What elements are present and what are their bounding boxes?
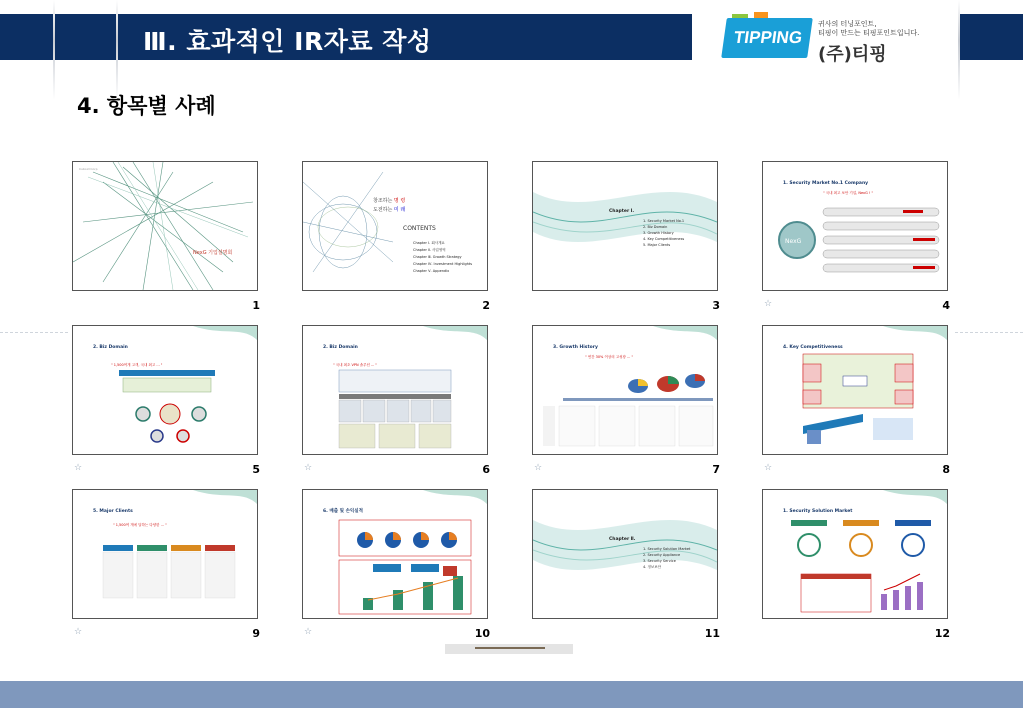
section-title: Ⅲ. 효과적인 IR자료 작성 bbox=[143, 27, 432, 56]
logo-company-name: (주)티핑 bbox=[818, 44, 887, 65]
svg-text:1. Security Solution Market: 1. Security Solution Market bbox=[643, 547, 691, 551]
slide-thumbnail-10[interactable] bbox=[302, 489, 488, 619]
slide-4-caption: 1. Security Market No.1 Company bbox=[783, 181, 869, 186]
slide-art-chapter bbox=[533, 162, 717, 290]
svg-text:NexG: NexG bbox=[785, 238, 802, 245]
slide-thumbnail-12[interactable] bbox=[762, 489, 948, 619]
slide-number: 5 bbox=[252, 463, 260, 476]
star-icon: ☆ bbox=[304, 463, 313, 473]
slide-11-caption: Chapter Ⅱ. bbox=[609, 537, 636, 542]
slide-number: 4 bbox=[942, 299, 950, 312]
slide-1-caption: NexG 기업설명회 bbox=[193, 250, 233, 256]
star-icon: ☆ bbox=[74, 463, 83, 473]
slide-12-caption: 1. Security Solution Market bbox=[783, 509, 853, 514]
slide-8-caption: 4. Key Competitiveness bbox=[783, 345, 843, 350]
slide-art-no1 bbox=[763, 162, 947, 290]
horizontal-scrollbar[interactable] bbox=[445, 644, 573, 654]
slide-2-caption: CONTENTS bbox=[403, 225, 436, 232]
slide-number: 2 bbox=[482, 299, 490, 312]
slide-art-biz-domain-vpn bbox=[303, 326, 487, 454]
svg-text:Chapter Ⅲ. Growth Strategy: Chapter Ⅲ. Growth Strategy bbox=[413, 255, 462, 259]
slide-art-market bbox=[763, 490, 947, 618]
slide-art-clients bbox=[73, 490, 257, 618]
slide-art-contents bbox=[303, 162, 487, 290]
svg-text:2. Biz Domain: 2. Biz Domain bbox=[643, 225, 668, 229]
svg-text:1. Security Market No.1: 1. Security Market No.1 bbox=[643, 219, 685, 223]
svg-text:" 연간 30% 이상의 고성장 ... ": " 연간 30% 이상의 고성장 ... " bbox=[585, 355, 634, 359]
svg-text:" 1,500여 개에 달하는 다양한 ... ": " 1,500여 개에 달하는 다양한 ... " bbox=[113, 523, 167, 527]
svg-text:" 국내 최초 VPN 솔루션 ... ": " 국내 최초 VPN 솔루션 ... " bbox=[333, 363, 378, 367]
slide-7-caption: 3. Growth History bbox=[553, 345, 598, 350]
slide-thumbnail-7[interactable] bbox=[532, 325, 718, 455]
svg-text:5. Major Clients: 5. Major Clients bbox=[643, 243, 671, 247]
dashed-divider bbox=[0, 332, 68, 333]
scrollbar-thumb[interactable] bbox=[475, 647, 545, 649]
dashed-divider bbox=[955, 332, 1023, 333]
title-separator bbox=[958, 0, 960, 100]
logo-tagline bbox=[818, 20, 919, 38]
svg-text:Chapter Ⅴ. Appendix: Chapter Ⅴ. Appendix bbox=[413, 269, 450, 273]
slide-10-caption: 6. 매출 및 손익실적 bbox=[323, 509, 363, 514]
slide-thumbnail-8[interactable] bbox=[762, 325, 948, 455]
slide-art-competitiveness bbox=[763, 326, 947, 454]
slide-art-network bbox=[73, 162, 257, 290]
slide-thumbnail-11[interactable] bbox=[532, 489, 718, 619]
slide-art-growth bbox=[533, 326, 717, 454]
slide-number: 1 bbox=[252, 299, 260, 312]
svg-text:" 국내 최고 보안 기업, NexG ! ": " 국내 최고 보안 기업, NexG ! " bbox=[823, 191, 874, 195]
slide-thumbnail-9[interactable] bbox=[72, 489, 258, 619]
star-icon: ☆ bbox=[764, 299, 773, 309]
star-icon: ☆ bbox=[304, 627, 313, 637]
slide-art-chapter-2 bbox=[533, 490, 717, 618]
slide-number: 6 bbox=[482, 463, 490, 476]
slide-9-caption: 5. Major Clients bbox=[93, 509, 133, 514]
slide-thumbnail-4[interactable] bbox=[762, 161, 948, 291]
svg-text:Chapter Ⅰ. 회사개요: Chapter Ⅰ. 회사개요 bbox=[413, 241, 445, 245]
svg-text:4. Key Competitiveness: 4. Key Competitiveness bbox=[643, 237, 685, 241]
slide-thumbnail-6[interactable] bbox=[302, 325, 488, 455]
slide-number: 9 bbox=[252, 627, 260, 640]
svg-text:4. 정보보안: 4. 정보보안 bbox=[643, 565, 661, 569]
slide-art-biz-domain bbox=[73, 326, 257, 454]
slide-number: 12 bbox=[934, 627, 950, 640]
svg-text:2. Security Appliance: 2. Security Appliance bbox=[643, 553, 681, 557]
slide-number: 11 bbox=[704, 627, 720, 640]
slide-number: 3 bbox=[712, 299, 720, 312]
svg-text:도전하는 미 래: 도전하는 미 래 bbox=[373, 207, 406, 213]
svg-text:" 1,500여개 고객, 국내 최고 ... ": " 1,500여개 고객, 국내 최고 ... " bbox=[111, 363, 163, 367]
slide-thumbnail-2[interactable] bbox=[302, 161, 488, 291]
logo-badge-text: TIPPING bbox=[732, 28, 804, 47]
slide-thumbnail-5[interactable] bbox=[72, 325, 258, 455]
logo-badge bbox=[721, 18, 813, 58]
title-separator bbox=[53, 0, 55, 100]
svg-text:3. Security Service: 3. Security Service bbox=[643, 559, 676, 563]
svg-text:Chapter Ⅱ. 사업영역: Chapter Ⅱ. 사업영역 bbox=[413, 248, 446, 252]
star-icon: ☆ bbox=[74, 627, 83, 637]
footer-bar bbox=[0, 681, 1023, 708]
logo-tagline-line2: 티핑이 만드는 티핑포인트입니다. bbox=[818, 29, 920, 37]
header-bar-right bbox=[960, 14, 1023, 60]
logo-tagline-line1: 귀사의 터닝포인트, bbox=[818, 20, 877, 28]
tipping-logo bbox=[724, 14, 956, 64]
page-subtitle: 4. 항목별 사례 bbox=[77, 94, 216, 118]
slide-thumbnail-1[interactable] bbox=[72, 161, 258, 291]
svg-text:3. Growth History: 3. Growth History bbox=[643, 231, 674, 235]
star-icon: ☆ bbox=[534, 463, 543, 473]
svg-text:창조하는 명 령: 창조하는 명 령 bbox=[373, 198, 406, 204]
title-separator bbox=[116, 0, 118, 100]
slide-art-sales bbox=[303, 490, 487, 618]
slide-5-caption: 2. Biz Domain bbox=[93, 345, 128, 350]
slide-number: 7 bbox=[712, 463, 720, 476]
slide-thumbnail-3[interactable] bbox=[532, 161, 718, 291]
slide-number: 10 bbox=[474, 627, 490, 640]
svg-text:Chapter Ⅳ. Investment Highligh: Chapter Ⅳ. Investment Highlights bbox=[413, 262, 473, 266]
slide-6-caption: 2. Biz Domain bbox=[323, 345, 358, 350]
slide-3-caption: Chapter Ⅰ. bbox=[609, 209, 635, 214]
slide-number: 8 bbox=[942, 463, 950, 476]
svg-text:Cuboid Corp: Cuboid Corp bbox=[79, 167, 98, 171]
star-icon: ☆ bbox=[764, 463, 773, 473]
